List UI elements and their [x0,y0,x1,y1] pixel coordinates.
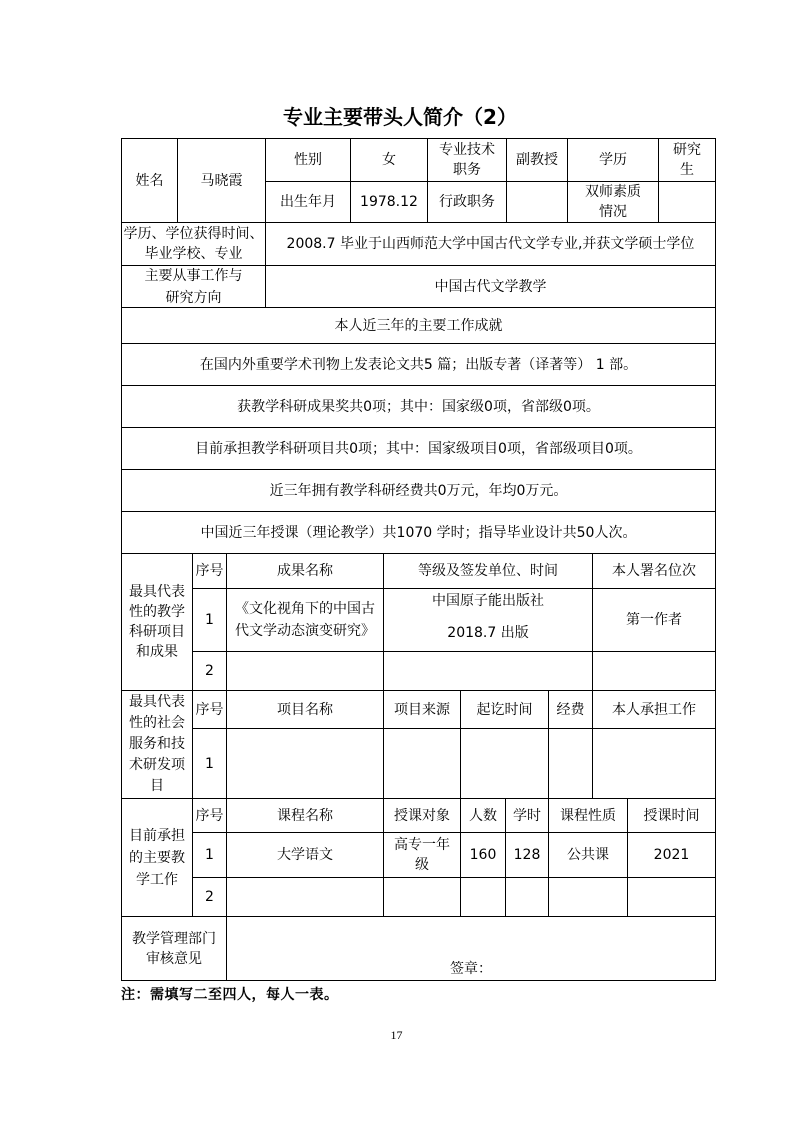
name-value: 马晓霞 [177,138,266,223]
birth-date-value: 1978.12 [350,181,428,223]
achievement-awards: 获教学科研成果奖共0项；其中：国家级0项，省部级0项。 [121,385,716,428]
research-result-1-no: 1 [192,588,227,652]
service-project-1-source [383,728,461,799]
research-results-header-name: 成果名称 [226,553,384,589]
achievement-papers: 在国内外重要学术刊物上发表论文共5 篇；出版专著（译著等） 1 部。 [121,343,716,386]
professional-title-label-text: 专业技术职务 [439,142,495,178]
service-project-1-no: 1 [192,728,227,799]
achievement-projects: 目前承担教学科研项目共0项；其中：国家级项目0项，省部级项目0项。 [121,427,716,470]
teaching-row-1-course: 大学语文 [226,832,384,878]
teaching-row-1-audience [383,832,461,878]
achievement-teaching-hours: 中国近三年授课（理论教学）共1070 学时；指导毕业设计共50人次。 [121,511,716,554]
education-value [658,138,716,182]
service-project-1-role [592,728,716,799]
review-label [121,916,227,981]
education-label: 学历 [567,138,659,182]
admin-position-value [506,181,568,223]
teaching-row-2-students [460,877,506,917]
service-project-1-funding [548,728,593,799]
birth-date-label: 出生年月 [265,181,351,223]
degree-info-label-text: 学历、学位获得时间、毕业学校、专业 [123,226,264,262]
teaching-row-1-hours: 128 [505,832,549,878]
service-project-1-period [460,728,549,799]
teaching-row-1-audience-text: 高专一年级 [394,837,450,873]
research-results-header-rank: 本人署名位次 [592,553,716,589]
teaching-row-2-hours [505,877,549,917]
teaching-row-1-students: 160 [460,832,506,878]
name-label: 姓名 [121,138,178,223]
research-result-2-name [226,651,384,691]
teaching-row-2-course [226,877,384,917]
research-result-1-rank: 第一作者 [592,588,716,652]
research-direction-label-text: 主要从事工作与研究方向 [144,267,243,306]
teaching-row-2-no: 2 [192,877,227,917]
teaching-row-2-audience [383,877,461,917]
research-result-1-name-text: 《文化视角下的中国古代文学动态演变研究》 [235,601,375,639]
review-opinion-cell [226,916,716,981]
research-results-label-text: 最具代表性的教学科研项目和成果 [129,584,185,660]
service-projects-header-funding: 经费 [548,690,593,729]
signature-label: 签章： [450,961,492,977]
achievement-funding: 近三年拥有教学科研经费共0万元，年均0万元。 [121,469,716,512]
service-projects-header-role: 本人承担工作 [592,690,716,729]
teaching-row-2-term [627,877,716,917]
service-project-1-name [226,728,384,799]
gender-label: 性别 [265,138,351,182]
dual-qualification-value [658,181,716,223]
teaching-header-no: 序号 [192,798,227,833]
teaching-header-course: 课程名称 [226,798,384,833]
professional-title-value: 副教授 [506,138,568,182]
research-result-2-rank [592,651,716,691]
teaching-row-2-nature [548,877,628,917]
teaching-header-hours: 学时 [505,798,549,833]
achievements-heading: 本人近三年的主要工作成就 [121,307,716,344]
research-result-1-date: 2018.7 出版 [447,625,529,641]
teaching-header-nature: 课程性质 [548,798,628,833]
teaching-row-1-term: 2021 [627,832,716,878]
review-label-text: 教学管理部门审核意见 [132,930,216,967]
service-projects-label-text: 最具代表性的社会服务和技术研发项目 [129,694,185,794]
page-title: 专业主要带头人简介（2） [283,105,517,129]
teaching-row-1-no: 1 [192,832,227,878]
education-value-text: 研究生 [673,142,701,178]
research-results-label [121,553,193,691]
footnote: 注：需填写二至四人，每人一表。 [121,987,339,1003]
research-results-header-level: 等级及签发单位、时间 [383,553,593,589]
research-result-2-level [383,651,593,691]
dual-qualification-label [567,181,659,223]
degree-info-value: 2008.7 毕业于山西师范大学中国古代文学专业,并获文学硕士学位 [265,222,716,266]
service-projects-label [121,690,193,799]
teaching-label [121,798,193,917]
research-direction-value: 中国古代文学教学 [265,265,716,308]
teaching-header-audience: 授课对象 [383,798,461,833]
research-result-1-publisher: 中国原子能出版社 [432,593,544,609]
service-projects-header-no: 序号 [192,690,227,729]
research-result-1-level [383,588,593,652]
admin-position-label: 行政职务 [427,181,507,223]
professional-title-label [427,138,507,182]
teaching-header-students: 人数 [460,798,506,833]
teaching-label-text: 目前承担的主要教学工作 [129,827,185,888]
research-results-header-no: 序号 [192,553,227,589]
research-direction-label [121,265,266,308]
page-number: 17 [390,1028,403,1042]
teaching-header-term: 授课时间 [627,798,716,833]
teaching-row-1-nature: 公共课 [548,832,628,878]
dual-qualification-label-text: 双师素质情况 [585,184,641,220]
research-result-1-name [226,588,384,652]
gender-value: 女 [350,138,428,182]
research-result-2-no: 2 [192,651,227,691]
service-projects-header-source: 项目来源 [383,690,461,729]
degree-info-label [121,222,266,266]
service-projects-header-period: 起讫时间 [460,690,549,729]
service-projects-header-name: 项目名称 [226,690,384,729]
